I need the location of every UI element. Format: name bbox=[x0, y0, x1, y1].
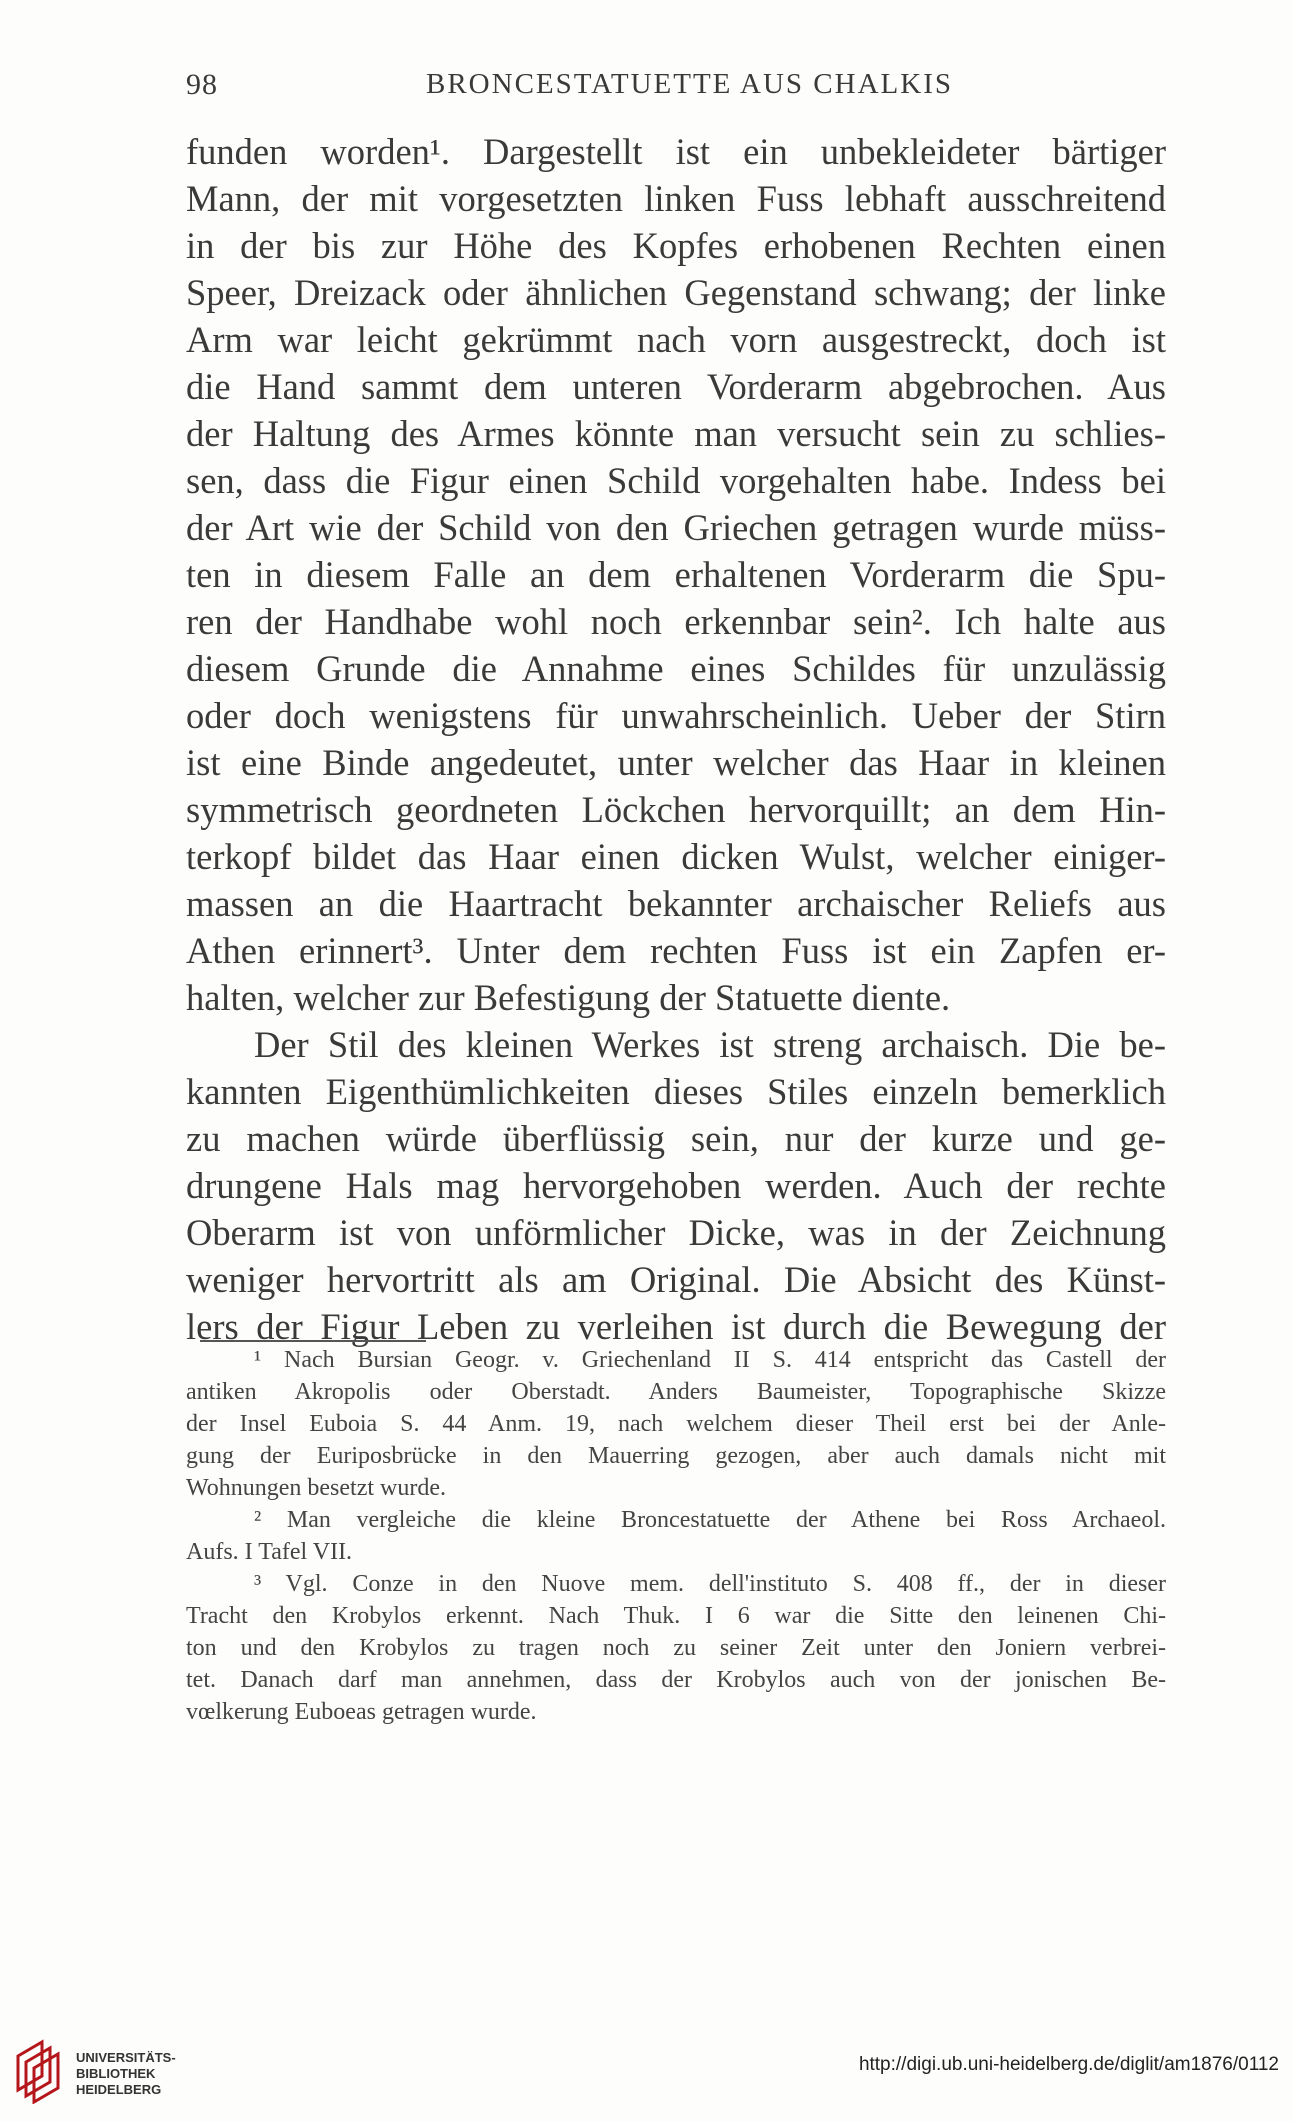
body-line: funden worden¹. Dargestellt ist ein unbekleideter bärtiger bbox=[186, 131, 1166, 172]
body-line: der Haltung des Armes könnte man versucht sein zu schlies- bbox=[186, 413, 1166, 454]
footnote-line: ² Man vergleiche die kleine Broncestatuette der Athene bei Ross Archaeol. bbox=[254, 1507, 1166, 1533]
body-line: ren der Handhabe wohl noch erkennbar sein². Ich halte aus bbox=[186, 601, 1166, 642]
body-line: massen an die Haartracht bekannter archaischer Reliefs aus bbox=[186, 883, 1166, 924]
body-line: Speer, Dreizack oder ähnlichen Gegenstand schwang; der linke bbox=[186, 272, 1166, 313]
footnote-line: ton und den Krobylos zu tragen noch zu seiner Zeit unter den Joniern verbrei- bbox=[186, 1635, 1166, 1661]
body-line: weniger hervortritt als am Original. Die Absicht des Künst- bbox=[186, 1259, 1166, 1300]
footnote-divider bbox=[200, 1340, 426, 1342]
body-line: die Hand sammt dem unteren Vorderarm abgebrochen. Aus bbox=[186, 366, 1166, 407]
body-line: lers der Figur Leben zu verleihen ist durch die Bewegung der bbox=[186, 1306, 1166, 1347]
library-name-line: HEIDELBERG bbox=[76, 2082, 162, 2097]
footnote-line: Tracht den Krobylos erkennt. Nach Thuk. I 6 war die Sitte den leinenen Chi- bbox=[186, 1603, 1166, 1629]
library-name bbox=[76, 2050, 176, 2098]
running-title: BRONCESTATUETTE AUS CHALKIS bbox=[426, 68, 953, 100]
body-line: Athen erinnert³. Unter dem rechten Fuss ist ein Zapfen er- bbox=[186, 930, 1166, 971]
footnote-line: ³ Vgl. Conze in den Nuove mem. dell'instituto S. 408 ff., der in dieser bbox=[254, 1571, 1166, 1597]
body-line: oder doch wenigstens für unwahrscheinlich. Ueber der Stirn bbox=[186, 695, 1166, 736]
body-line: terkopf bildet das Haar einen dicken Wulst, welcher einiger- bbox=[186, 836, 1166, 877]
body-line: sen, dass die Figur einen Schild vorgehalten habe. Indess bei bbox=[186, 460, 1166, 501]
footnote-line: vœlkerung Euboeas getragen wurde. bbox=[186, 1699, 537, 1725]
body-line: in der bis zur Höhe des Kopfes erhobenen Rechten einen bbox=[186, 225, 1166, 266]
body-line: Arm war leicht gekrümmt nach vorn ausgestreckt, doch ist bbox=[186, 319, 1166, 360]
footnote-line: ¹ Nach Bursian Geogr. v. Griechenland II S. 414 entspricht das Castell der bbox=[254, 1347, 1166, 1373]
footnote-line: antiken Akropolis oder Oberstadt. Anders Baumeister, Topographische Skizze bbox=[186, 1379, 1166, 1405]
library-logo-icon bbox=[14, 2036, 72, 2104]
footnotes bbox=[186, 1344, 1166, 1728]
footnote-line: tet. Danach darf man annehmen, dass der Krobylos auch von der jonischen Be- bbox=[186, 1667, 1166, 1693]
body-line: Oberarm ist von unförmlicher Dicke, was in der Zeichnung bbox=[186, 1212, 1166, 1253]
footnote-line: der Insel Euboia S. 44 Anm. 19, nach welchem dieser Theil erst bei der Anle- bbox=[186, 1411, 1166, 1437]
body-line: zu machen würde überflüssig sein, nur der kurze und ge- bbox=[186, 1118, 1166, 1159]
body-line: halten, welcher zur Befestigung der Statuette diente. bbox=[186, 977, 951, 1018]
body-line: ten in diesem Falle an dem erhaltenen Vorderarm die Spu- bbox=[186, 554, 1166, 595]
body-line: der Art wie der Schild von den Griechen getragen wurde müss- bbox=[186, 507, 1166, 548]
body-line: ist eine Binde angedeutet, unter welcher das Haar in kleinen bbox=[186, 742, 1166, 783]
page-footer bbox=[0, 2032, 1293, 2122]
page-header bbox=[186, 68, 1166, 108]
footnote-line: gung der Euriposbrücke in den Mauerring gezogen, aber auch damals nicht mit bbox=[186, 1443, 1166, 1469]
library-name-line: UNIVERSITÄTS- bbox=[76, 2050, 176, 2065]
body-line: Der Stil des kleinen Werkes ist streng archaisch. Die be- bbox=[254, 1024, 1166, 1065]
source-url-link[interactable]: http://digi.ub.uni-heidelberg.de/diglit/am1876/0112 bbox=[858, 2054, 1279, 2075]
body-text bbox=[186, 128, 1166, 1350]
body-line: kannten Eigenthümlichkeiten dieses Stiles einzeln bemerklich bbox=[186, 1071, 1166, 1112]
page-number: 98 bbox=[186, 68, 218, 101]
body-line: Mann, der mit vorgesetzten linken Fuss lebhaft ausschreitend bbox=[186, 178, 1166, 219]
body-line: drungene Hals mag hervorgehoben werden. Auch der rechte bbox=[186, 1165, 1166, 1206]
body-line: diesem Grunde die Annahme eines Schildes für unzulässig bbox=[186, 648, 1166, 689]
library-name-line: BIBLIOTHEK bbox=[76, 2066, 156, 2081]
footnote-line: Wohnungen besetzt wurde. bbox=[186, 1475, 446, 1501]
footnote-line: Aufs. I Tafel VII. bbox=[186, 1539, 353, 1565]
body-line: symmetrisch geordneten Löckchen hervorquillt; an dem Hin- bbox=[186, 789, 1166, 830]
